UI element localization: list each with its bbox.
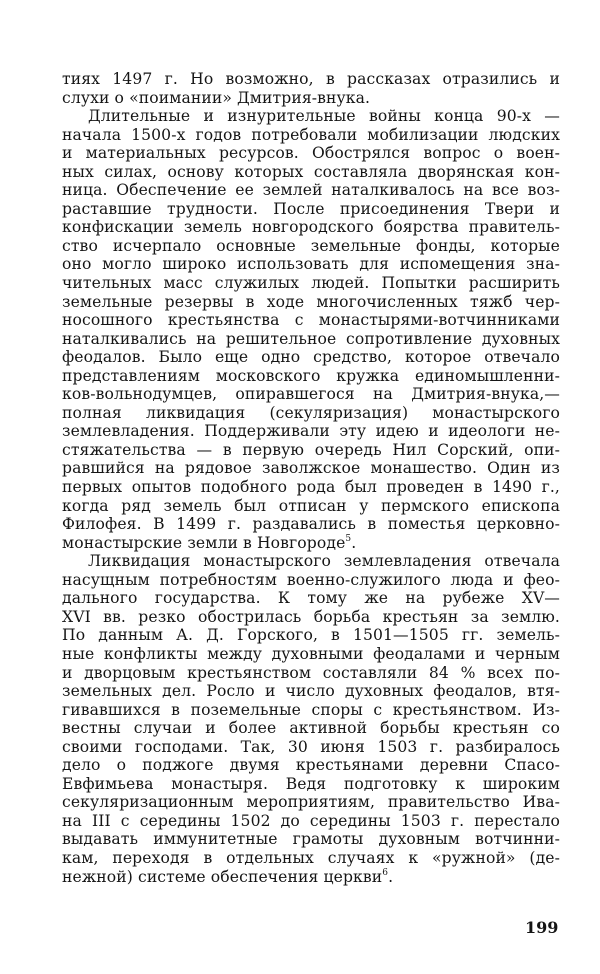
- text-line-content: ков-вольнодумцев, опиравшегося на Дмитрия-внука,—: [62, 385, 560, 404]
- text-line: [62, 218, 560, 237]
- text-line: [62, 459, 560, 478]
- text-line: [62, 89, 560, 108]
- text-line-content: стяжательства — в первую очередь Нил Сорский, опи-: [62, 440, 560, 459]
- text-line: [62, 775, 560, 794]
- text-line: [62, 552, 560, 571]
- text-line: [62, 181, 560, 200]
- text-line-content: слухи о «поимании» Дмитрия-внука.: [62, 88, 371, 107]
- text-line: [62, 868, 560, 887]
- text-line: [62, 608, 560, 627]
- text-line: [62, 701, 560, 720]
- text-line-content: когда ряд земель был отписан у пермского епископа: [62, 496, 560, 515]
- text-line-content: Ликвидация монастырского землевладения отвечала: [88, 552, 560, 571]
- text-line: [62, 330, 560, 349]
- sentence-end: .: [388, 867, 394, 886]
- paragraph: [62, 107, 560, 552]
- text-line-content: земельных дел. Росло и число духовных феодалов, втя-: [62, 682, 560, 701]
- text-line: [62, 719, 560, 738]
- text-line: [62, 367, 560, 386]
- text-line: [62, 126, 560, 145]
- text-line: [62, 107, 560, 126]
- text-line: [62, 70, 560, 89]
- text-line-content: Длительные и изнурительные войны конца 90-х —: [88, 107, 560, 126]
- text-line: [62, 274, 560, 293]
- text-line-content: Евфимьева монастыря. Ведя подготовку к широким: [62, 774, 560, 793]
- text-line-content: земельные резервы в ходе многочисленных тяжб чер-: [62, 292, 560, 311]
- text-line-content: ные конфликты между духовными феодалами и черным: [62, 644, 560, 663]
- text-line: [62, 645, 560, 664]
- text-line-content: на III с середины 1502 до середины 1503 г. перестало: [62, 811, 560, 830]
- text-line: [62, 348, 560, 367]
- text-line-content: гивавшихся в поземельные споры с крестьянством. Из-: [62, 700, 560, 719]
- text-line: [62, 163, 560, 182]
- text-line: [62, 478, 560, 497]
- text-line-content: носошного крестьянства с монастырями-вотчинниками: [62, 311, 560, 330]
- text-line-content: раставшие трудности. После присоединения Твери и: [62, 199, 560, 218]
- text-line: [62, 534, 560, 553]
- text-line-content: Филофея. В 1499 г. раздавались в поместья церковно-: [62, 515, 560, 534]
- text-line-content: ница. Обеспечение ее землей наталкивалось на все воз-: [62, 181, 560, 200]
- text-line-content: своими господами. Так, 30 июня 1503 г. разбиралось: [62, 737, 560, 756]
- text-line-content: представлениям московского кружка единомышленни-: [62, 366, 560, 385]
- text-line: [62, 144, 560, 163]
- text-line: [62, 293, 560, 312]
- text-line: [62, 515, 560, 534]
- text-line: [62, 849, 560, 868]
- text-line-content: первых опытов подобного рода был проведен в 1490 г.,: [62, 478, 560, 497]
- text-line: [62, 571, 560, 590]
- text-line-content: тиях 1497 г. Но возможно, в рассказах отразились и: [62, 70, 560, 88]
- text-line: [62, 738, 560, 757]
- text-line: [62, 497, 560, 516]
- text-line-content: XVI вв. резко обострилась борьба крестьян за землю.: [62, 607, 560, 626]
- text-line-content: дального государства. К тому же на рубеже XV—: [62, 589, 560, 608]
- text-line-content: полная ликвидация (секуляризация) монастырского: [62, 403, 560, 422]
- text-line-content: равшийся на рядовое заволжское монашество. Один из: [62, 459, 560, 478]
- text-line-content: феодалов. Было еще одно средство, которое отвечало: [62, 348, 560, 367]
- page-number: 199: [525, 918, 559, 937]
- text-line: [62, 682, 560, 701]
- text-line-content: чительных масс служилых людей. Попытки расширить: [62, 274, 560, 293]
- text-line-content: конфискации земель новгородского боярства правитель-: [62, 218, 560, 237]
- body-text: [62, 70, 560, 886]
- text-line-content: кам, переходя в отдельных случаях к «ружной» (де-: [62, 848, 560, 867]
- text-line-content: выдавать иммунитетные грамоты духовным вотчинни-: [62, 830, 560, 849]
- text-line-content: дело о поджоге двумя крестьянами деревни Спасо-: [62, 756, 560, 775]
- text-line: [62, 200, 560, 219]
- text-line: [62, 793, 560, 812]
- text-line: [62, 441, 560, 460]
- text-line: [62, 812, 560, 831]
- text-line-content: вестны случаи и более активной борьбы крестьян со: [62, 719, 560, 738]
- text-line-content: начала 1500-х годов потребовали мобилизации людских: [62, 125, 560, 144]
- text-line: [62, 311, 560, 330]
- text-line-content: наталкивались на решительное сопротивление духовных: [62, 329, 560, 348]
- text-line: [62, 589, 560, 608]
- text-line: [62, 830, 560, 849]
- text-line-content: оно могло широко использовать для испомещения зна-: [62, 255, 560, 274]
- text-line-content: секуляризационным мероприятиям, правительство Ива-: [62, 793, 560, 812]
- text-line-content: насущным потребностям военно-служилого люда и фео-: [62, 570, 560, 589]
- text-line-content: и материальных ресурсов. Обострялся вопрос о воен-: [62, 144, 560, 163]
- text-line-content: нежной) системе обеспечения церкви: [62, 867, 383, 886]
- paragraph: [62, 552, 560, 886]
- text-line: [62, 385, 560, 404]
- text-line-content: ство исчерпало основные земельные фонды, которые: [62, 236, 560, 255]
- text-line-content: По данным А. Д. Горского, в 1501—1505 гг. земель-: [62, 626, 560, 645]
- text-line: [62, 756, 560, 775]
- text-line-content: землевладения. Поддерживали эту идею и идеологи не-: [62, 422, 560, 441]
- sentence-end: .: [351, 533, 357, 552]
- text-line: [62, 255, 560, 274]
- footnote-marker: 5: [345, 533, 352, 544]
- text-line: [62, 237, 560, 256]
- text-line: [62, 404, 560, 423]
- footnote-marker: 6: [382, 867, 389, 878]
- text-line: [62, 626, 560, 645]
- paragraph: [62, 70, 560, 107]
- text-line-content: монастырские земли в Новгороде: [62, 533, 346, 552]
- text-line-content: ных силах, основу которых составляла дворянская кон-: [62, 162, 560, 181]
- text-line-content: и дворцовым крестьянством составляли 84 % всех по-: [62, 663, 560, 682]
- text-line: [62, 422, 560, 441]
- text-line: [62, 664, 560, 683]
